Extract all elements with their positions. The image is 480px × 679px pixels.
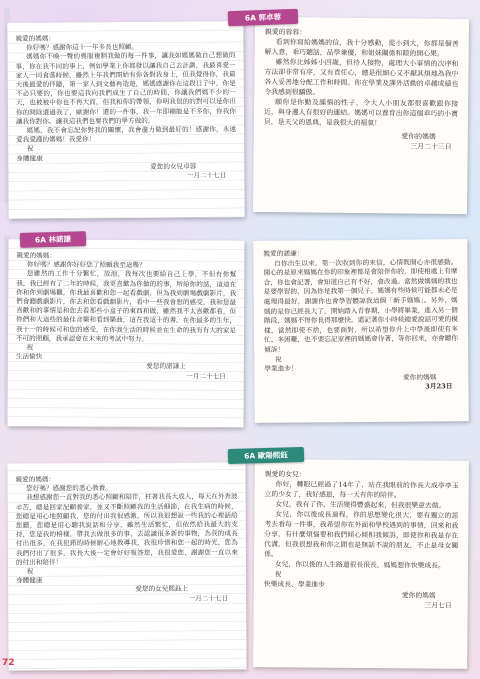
wish: 生活愉快	[15, 352, 43, 361]
paragraph: 我想感謝您一直對我的悉心照顧和陪伴，枉著我長大成人，每天在外奔波辛苦，總是回家記顧養家，並又不斷照顧我的生活細節，在我生病的時候，您總是用心地照顧我，您的付出我很感激，所以我很想說一些我的心裡話給您聽，您總是用心聽我說話和分享，雖然生活繁忙，但依然給我最大的支持，您是我的榜樣，帶我去做很多的事，去認識很多新的事物，為我的成長付出很多，在我犯錯的時候耐心地教導我，我很珍惜和您一起的時光，您為我們付出了很多，我長大後一定會好好報答您，我很愛您，謝謝您一直以來的付出和陪伴！	[15, 492, 238, 567]
child-letter-3	[7, 462, 246, 670]
signature: 愛您的女兒熙鈺上	[135, 585, 189, 594]
paragraph: 願你是你勤及謹慎的性子，令大人小朋友都很喜歡跟你接近，與身邊人有很好的連結。媽媽可以養育出你這個乖巧的小寶貝，是天父的恩典，是我很大的福氣！	[263, 98, 459, 128]
name-tag: 6A 歐陽熙鈺	[228, 447, 304, 464]
salutation: 親愛的女兒：	[264, 470, 306, 479]
date: 一月二十七日	[186, 371, 226, 381]
salutation: 親愛的媽媽：	[16, 251, 56, 260]
closing: 祝	[26, 343, 34, 352]
paragraph: 雖然你比姊姊小四歲，但待人接物，處理大小事情的次序和方法卻非常有序，又有責任心，總是很細心又不厭其煩地為我中各人妥善地分配工作和時間。你在學業及課外活動的卓越成績也令我感到很驕傲。	[264, 58, 459, 97]
paragraph: 您雖然的工作十分繁忙，放池，我每次也要給自己上學，不但有你幫我，我已經有了二年的時候，我更喜歡為你做的的事，所給你的話，這這在你和你到劇場觀，你我最喜歡和您一起看戲劇，但為我到劇場戲劇影片，我們會聽戲劇影片，你去和您看戲劇影片，看中一些我會想的感受，我和您最喜歡和的事情是和您去看那些小盒子的東西和做，雖然我不太喜歡都看，但你們和大這些的最佳音樂和看到樂曲，這在我這十的書。在你最多的生年，我十一的時候可和您的感受，在你我生活的時候並在生命的我有有大的家是不可的照顧，我承認會在未來的考試中努力。	[15, 269, 237, 343]
closing: 祝	[274, 355, 282, 364]
wish: 身體健康	[16, 576, 43, 585]
name-tag: 6A 郭卓蓉	[228, 9, 298, 26]
signature: 愛你的媽媽	[401, 132, 436, 141]
salutation: 親愛的媽媽：	[15, 475, 56, 484]
parent-letter-1	[253, 17, 469, 214]
paragraph: 你好，轉眼已經過了14年了，站在我眼前的你長大成亭亭玉立的少女了，我好感恩，每一天有你的陪伴。	[264, 480, 459, 500]
date: 3月23日	[425, 382, 453, 391]
parent-letter-2	[253, 239, 469, 423]
parent-letter-3	[253, 459, 469, 669]
paragraph: 自你出生以來，第一次收到你的來信，心情既開心亦很感動。開心的是原來媽媽在你的印象裡都是會陪伴你的，即使相處上有摩合，你也會記著，會知道自己有不好，會改過。當然做媽媽的我也是要學習的，因為你是我第一個兒子，媽媽有些時候可能都未必是處理得最好，謝謝你也會學習體諒我這個「新手媽媽」。另外，媽媽的是你已經長大了，開始踏入青春期，小學將畢業，進入另一個階段，媽媽不得你長得那麼快，還記著你小時候總愛說話可愛的模樣，當然即使不捨，也要面對，所以希望你升上中學後即使有多忙、多困難，也不要忘記家裡的媽媽會待著，等你回來，亦會聽你傾訴！	[263, 257, 459, 354]
closing: 祝	[26, 567, 34, 576]
name-tag: 6A 林諾謙	[20, 231, 86, 248]
paragraph: 女兒，我有了你，生活變得豐盛起來，但我很樂意去做。	[275, 500, 446, 510]
child-letter-2	[8, 239, 245, 427]
closing: 祝	[274, 570, 282, 579]
salutation: 親愛的媽媽：	[15, 34, 56, 43]
child-letter-1	[7, 21, 244, 219]
signature: 愛你的媽媽	[402, 373, 437, 382]
date: 三月七日	[424, 601, 452, 610]
salutation: 親愛的諾謙：	[263, 249, 304, 258]
paragraph: 你好嗎？感謝你這十一年多長也照顧。	[26, 43, 139, 52]
paragraph: 媽媽，我不會忘記你對我的關懷，我會盡力做到最好的！感謝你，永遠愛我愛護的媽媽！我愛你！	[16, 125, 237, 145]
closing: 祝	[26, 145, 34, 154]
paragraph: 您好嗎？感謝您的悉心教養。	[26, 484, 112, 493]
signature: 愛你的媽媽	[401, 591, 436, 600]
wish: 快樂成長、學業進步	[263, 580, 326, 589]
signature: 愛您的諾謙上	[146, 362, 186, 371]
paragraph: 看到你寫給媽媽的信，我十分感動，從小到大，你都是個善解人意，乖巧聽話，品學兼優，和姐妹關係和睦的開心果。	[264, 38, 459, 58]
wish: 學業進步！	[264, 364, 298, 373]
paragraph: 你好嗎？感謝你好好您了照顧我至這幾？	[26, 260, 146, 270]
paragraph: 女兒，你以後的人生路還很長很長，媽媽想你快樂成長。	[274, 560, 445, 570]
date: 一月二十七日	[188, 594, 229, 603]
paragraph: 女兒，你以後成長過程，你的思想變化很大，要有獨立的思考去看每一件事，我希望你在外面和學校遇到的事情，回來和我分享，有什麼煩惱要和我們傾心傾相我傾訴，即使你和我是存在代溝，但我很想我和你之間也是無話不說的朋友，不止是母女關係。	[264, 510, 459, 559]
wish: 身體健康	[16, 154, 43, 163]
paragraph: 媽媽你不喚一聲的喪服複制我做的每一件事，讓我如媽媽做自己想做的事，你在我不同的事上，例如學業上你都發以讓我自己去計劃，我最喜愛一家人一同食落時候，雖然上年我們開始有你各對我身上，但我覺得你，我最大後最愛的伴隨，第一家人到文藝再造遊，媽媽感謝你在這段日子中，你是不必只要的，你也要這我向我們成生了自己的時間，你讓我們媽不少的一天，也被被中你也不再大而，但我和你的帶領，你明我很的的對可以是你出你的問除還過我了，歐謝你！還的一件事，我一年即剛能是不多你，你我你讓我你對你。讓我這我們也要我們的學方做的，	[15, 51, 236, 126]
salutation: 親愛的蓉蓉：	[264, 27, 307, 37]
date: 一月二十七日	[186, 171, 227, 180]
date: 三月二十三日	[410, 142, 452, 151]
page-number: 72	[2, 658, 15, 668]
signature: 愛您的女兒卓蓉	[150, 162, 197, 171]
